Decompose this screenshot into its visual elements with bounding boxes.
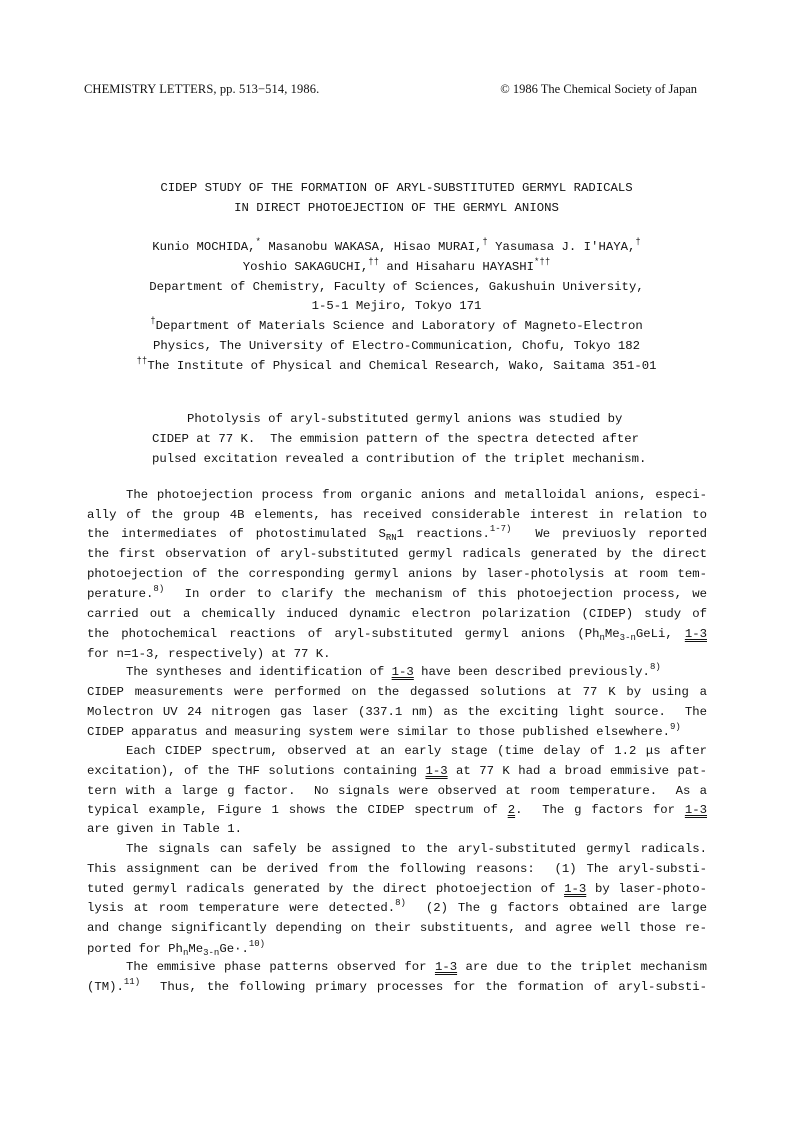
affiliation-mark: † (150, 316, 156, 326)
affiliation-line: 1-5-1 Mejiro, Tokyo 171 (311, 299, 482, 313)
compound-ref: 1-3 (434, 960, 458, 974)
body-line: perature.$^{8)}$ In order to clarify the mechanism of this photoejection process, we (87, 584, 707, 601)
journal-header: CHEMISTRY LETTERS, pp. 513−514, 1986. (84, 82, 320, 96)
citation: 1-7) (489, 524, 512, 534)
author-mark: † (635, 237, 641, 247)
citation: 10) (248, 939, 266, 949)
citation: 9) (669, 722, 681, 732)
author-name: and Hisaharu HAYASHI (379, 260, 535, 274)
citation: 11) (123, 977, 141, 987)
body-line: Molectron UV 24 nitrogen gas laser (337.1 nm) as the exciting light source. The (87, 705, 707, 719)
body-line: (TM).$^{11)}$ Thus, the following primary processes for the formation of aryl-substi- (87, 977, 707, 994)
affiliation-line: †Department of Materials Science and Laboratory of Magneto-Electron (150, 316, 643, 333)
body-line: This assignment can be derived from the following reasons: (1) The aryl-substi- (87, 862, 707, 876)
abstract-line: Photolysis of aryl-substituted germyl anions was studied by (187, 412, 623, 426)
body-line: The photoejection process from organic anions and metalloidal anions, especi- (126, 488, 707, 502)
body-line: and change significantly depending on their substituents, and agree well those re- (87, 921, 707, 935)
affiliation-line: Department of Chemistry, Faculty of Sciences, Gakushuin University, (149, 280, 644, 294)
affiliation-mark: †† (136, 356, 148, 366)
body-line: the intermediates of photostimulated $S_{RN}1$ reactions.$^{1-7)}$ We previuosly reported (87, 524, 707, 543)
article-title-line2: IN DIRECT PHOTOEJECTION OF THE GERMYL ANIONS (234, 201, 559, 215)
body-line: The signals can safely be assigned to the aryl-substituted germyl radicals. (126, 842, 707, 856)
compound-ref: 2 (507, 803, 516, 817)
article-title-line1: CIDEP STUDY OF THE FORMATION OF ARYL-SUBSTITUTED GERMYL RADICALS (160, 181, 633, 195)
body-line: the photochemical reactions of aryl-substituted germyl anions ($Ph_nMe_{3-n}GeLi$, 1-3 (87, 627, 707, 643)
body-line: The syntheses and identification of 1-3 have been described previously.$^{8)}$ (126, 662, 661, 679)
compound-ref: 1-3 (564, 882, 587, 896)
body-line: tuted germyl radicals generated by the direct photoejection of 1-3 by laser-photo- (87, 882, 707, 896)
author-name: Yoshio SAKAGUCHI, (242, 260, 369, 274)
compound-ref: 1-3 (425, 764, 448, 778)
author-line-2 (0, 257, 793, 275)
body-line: lysis at room temperature were detected.$^{8)}$ (2) The g factors obtained are large (87, 898, 707, 915)
body-line: CIDEP measurements were performed on the degassed solutions at 77 K by using a (87, 685, 707, 699)
author-name: Kunio MOCHIDA, (152, 240, 256, 254)
copyright-header: © 1986 The Chemical Society of Japan (500, 82, 697, 96)
citation: 8) (649, 662, 661, 672)
abstract-line: pulsed excitation revealed a contribution of the triplet mechanism. (152, 452, 647, 466)
author-line-1 (0, 237, 793, 255)
body-line: the first observation of aryl-substituted germyl radicals generated by the direct (87, 547, 707, 561)
body-line: tern with a large g factor. No signals were observed at room temperature. As a (87, 784, 707, 798)
body-line: ally of the group 4B elements, has received considerable interest in relation to (87, 508, 707, 522)
author-name: Masanobu WAKASA, Hisao MURAI, (260, 240, 483, 254)
author-name: Yasumasa J. I'HAYA, (487, 240, 636, 254)
body-line: ported for $Ph_nMe_{3-n}Ge\cdot.^{10)}$ (87, 939, 266, 958)
body-line: excitation), of the THF solutions containing 1-3 at 77 K had a broad emmisive pat- (87, 764, 707, 778)
author-mark: *†† (534, 257, 551, 267)
body-line: The emmisive phase patterns observed for 1-3 are due to the triplet mechanism (126, 960, 707, 974)
compound-ref: 1-3 (684, 803, 708, 817)
citation: 8) (153, 584, 165, 594)
affiliation-line: Physics, The University of Electro-Communication, Chofu, Tokyo 182 (152, 339, 641, 353)
author-mark: † (482, 237, 488, 247)
body-line: Each CIDEP spectrum, observed at an early stage (time delay of 1.2 μs after (126, 744, 707, 758)
citation: 8) (395, 898, 406, 908)
body-line: CIDEP apparatus and measuring system were similar to those published elsewhere.$^{9)}$ (87, 722, 681, 739)
body-line: are given in Table 1. (87, 822, 242, 836)
body-line: typical example, Figure 1 shows the CIDEP spectrum of 2. The g factors for 1-3 (87, 803, 708, 817)
body-line: photoejection of the corresponding germyl anions by laser-photolysis at room tem- (87, 567, 707, 581)
compound-ref: 1-3 (684, 627, 707, 641)
affiliation-line: ††The Institute of Physical and Chemical Research, Wako, Saitama 351-01 (136, 356, 657, 373)
author-mark: †† (368, 257, 380, 267)
author-mark: * (255, 237, 261, 247)
abstract-line: CIDEP at 77 K. The emmision pattern of the spectra detected after (152, 432, 640, 446)
body-line: carried out a chemically induced dynamic electron polarization (CIDEP) study of (87, 607, 707, 621)
compound-ref: 1-3 (391, 665, 414, 679)
body-line: for n=1-3, respectively) at 77 K. (87, 647, 331, 661)
